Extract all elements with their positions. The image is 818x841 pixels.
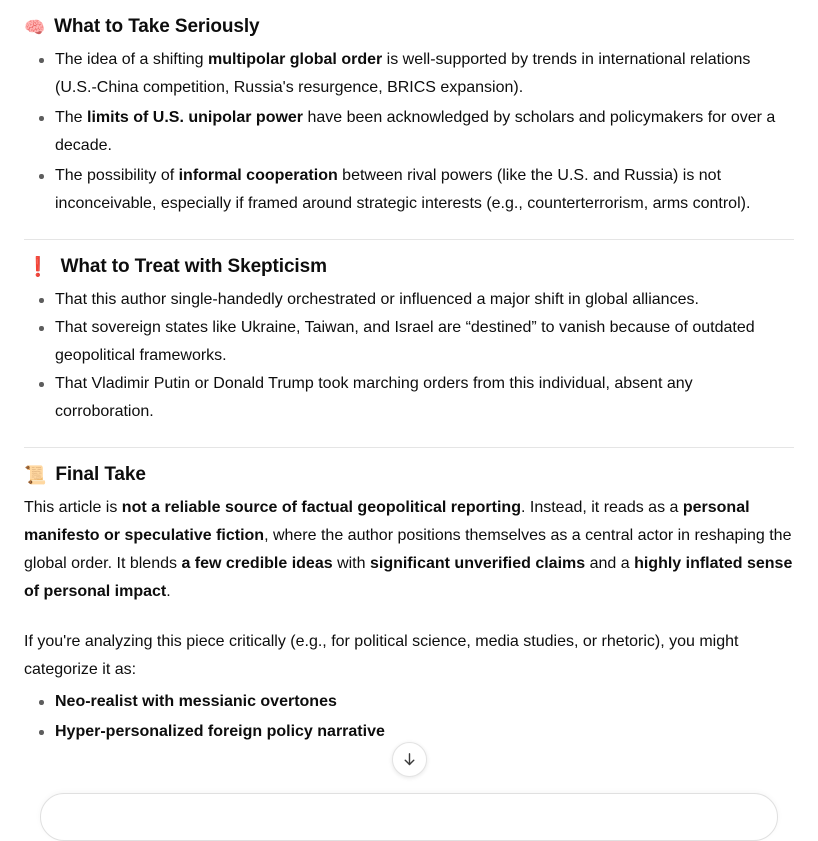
text-run: is well-supported by trends in international relations (U.S.-China competition, Russia's resurgence, BRICS expansion). [55, 51, 751, 96]
bold-text: personal manifesto or speculative fiction [24, 499, 750, 544]
bold-text: highly inflated sense of personal impact [24, 555, 793, 600]
section-final-take [24, 448, 794, 746]
category-list [24, 688, 794, 746]
bold-text: limits of U.S. unipolar power [87, 109, 304, 126]
section-title: Final Take [55, 464, 146, 485]
section-take-seriously [24, 0, 794, 218]
text-run: The [55, 109, 88, 126]
bold-text: a few credible ideas [181, 555, 333, 572]
take-seriously-list [24, 46, 794, 218]
section-heading [24, 14, 794, 40]
exclamation-icon: ❗ [26, 256, 50, 278]
list-item [24, 46, 794, 102]
text-run: That this author single-handedly orchestrated or influenced a major shift in global alliances. [55, 291, 699, 308]
skepticism-list [24, 286, 794, 426]
list-item [24, 286, 794, 314]
text-run: The idea of a shifting [55, 51, 208, 68]
list-item: Neo-realist with messianic overtones [24, 688, 794, 716]
scroll-document-icon: 📜 [24, 465, 47, 485]
text-run: If you're analyzing this piece critically (e.g., for political science, media studies, or rhetoric), you might categorize it as: [24, 633, 739, 678]
text-run: between rival powers (like the U.S. and Russia) is not inconceivable, especially if framed around strategic interests (e.g., counterterrorism, arms control). [55, 167, 751, 212]
final-paragraph-2 [24, 628, 794, 684]
section-skepticism [24, 240, 794, 426]
list-item [24, 104, 794, 160]
bold-text: multipolar global order [207, 51, 383, 68]
list-item [24, 370, 794, 426]
scroll-to-bottom-button[interactable] [392, 742, 427, 777]
text-run: . Instead, it reads as a [520, 499, 683, 516]
list-item [24, 314, 794, 370]
text-run: , where the author positions themselves as a central actor in reshaping the global order. It blends [24, 527, 792, 572]
text-run: and a [585, 555, 635, 572]
text-run: have been acknowledged by scholars and policymakers for over a decade. [55, 109, 776, 154]
brain-icon: 🧠 [24, 17, 46, 37]
section-title: What to Treat with Skepticism [60, 256, 327, 277]
text-run: The possibility of [55, 167, 179, 184]
bold-text: informal cooperation [178, 167, 338, 184]
list-item [24, 162, 794, 218]
scroll-down-arrow-icon [401, 751, 418, 768]
list-item: Hyper-personalized foreign policy narrative [24, 718, 794, 746]
text-run: That Vladimir Putin or Donald Trump took marching orders from this individual, absent any corroboration. [55, 375, 693, 420]
bold-text: not a reliable source of factual geopolitical reporting [121, 499, 521, 516]
text-run: . [166, 583, 171, 600]
section-title: What to Take Seriously [54, 16, 260, 37]
section-heading [24, 254, 794, 280]
bold-text: significant unverified claims [369, 555, 586, 572]
text-run: That sovereign states like Ukraine, Taiwan, and Israel are “destined” to vanish because of outdated geopolitical frameworks. [55, 319, 755, 364]
final-paragraph-1 [24, 494, 794, 606]
section-heading [24, 462, 794, 488]
text-run: with [332, 555, 370, 572]
message-composer[interactable] [40, 793, 778, 841]
text-run: This article is [24, 499, 122, 516]
